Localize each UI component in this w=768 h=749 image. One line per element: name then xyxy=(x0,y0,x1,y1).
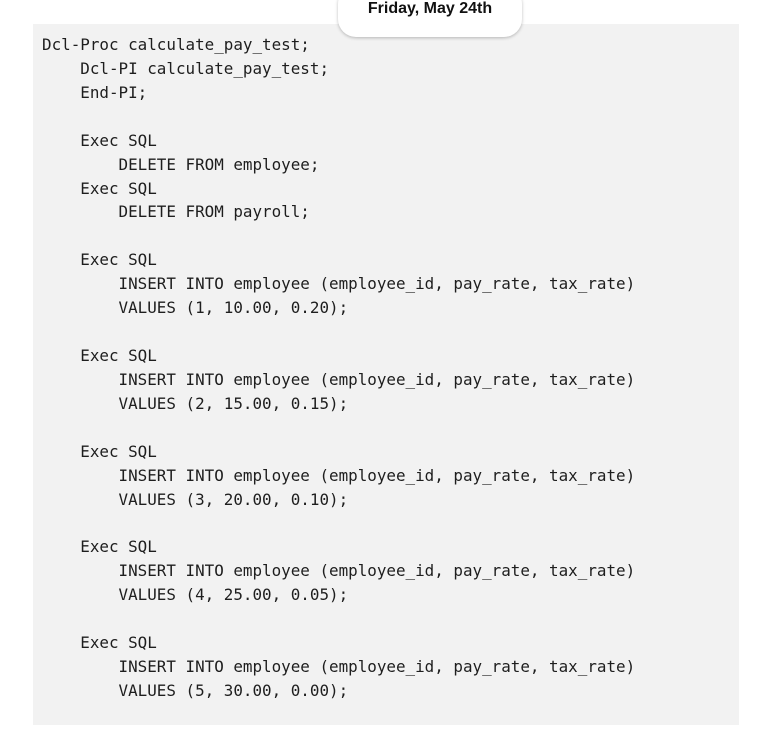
code-line: DELETE FROM employee; xyxy=(42,154,320,174)
code-line: VALUES (3, 20.00, 0.10); xyxy=(42,489,349,509)
code-line xyxy=(42,320,635,344)
code-line: Exec SQL xyxy=(42,250,157,270)
code-line xyxy=(42,607,635,631)
code-line xyxy=(42,416,635,440)
code-text xyxy=(42,33,635,703)
code-line: Exec SQL xyxy=(42,178,157,198)
code-line: Exec SQL xyxy=(42,345,157,365)
code-line xyxy=(42,105,635,129)
code-line: Dcl-Proc calculate_pay_test; xyxy=(42,35,310,54)
code-line: VALUES (5, 30.00, 0.00); xyxy=(42,680,349,700)
code-line xyxy=(42,511,635,535)
code-block xyxy=(33,24,739,725)
code-line: INSERT INTO employee (employee_id, pay_rate, tax_rate) xyxy=(42,561,636,581)
code-line: INSERT INTO employee (employee_id, pay_rate, tax_rate) xyxy=(42,465,636,485)
code-line xyxy=(42,224,635,248)
code-line: DELETE FROM payroll; xyxy=(42,202,310,222)
code-line: Exec SQL xyxy=(42,633,157,653)
code-line: VALUES (1, 10.00, 0.20); xyxy=(42,298,349,318)
code-line: INSERT INTO employee (employee_id, pay_rate, tax_rate) xyxy=(42,274,636,294)
code-line: Exec SQL xyxy=(42,441,157,461)
code-line: Exec SQL xyxy=(42,130,157,150)
code-line: INSERT INTO employee (employee_id, pay_rate, tax_rate) xyxy=(42,656,636,676)
code-line: INSERT INTO employee (employee_id, pay_rate, tax_rate) xyxy=(42,369,636,389)
code-line: VALUES (4, 25.00, 0.05); xyxy=(42,585,349,605)
code-line: Exec SQL xyxy=(42,537,157,557)
code-line: VALUES (2, 15.00, 0.15); xyxy=(42,393,349,413)
date-pill-label: Friday, May 24th xyxy=(367,0,493,17)
date-pill xyxy=(338,0,522,37)
code-line: Dcl-PI calculate_pay_test; xyxy=(42,58,330,78)
code-line: End-PI; xyxy=(42,82,148,102)
